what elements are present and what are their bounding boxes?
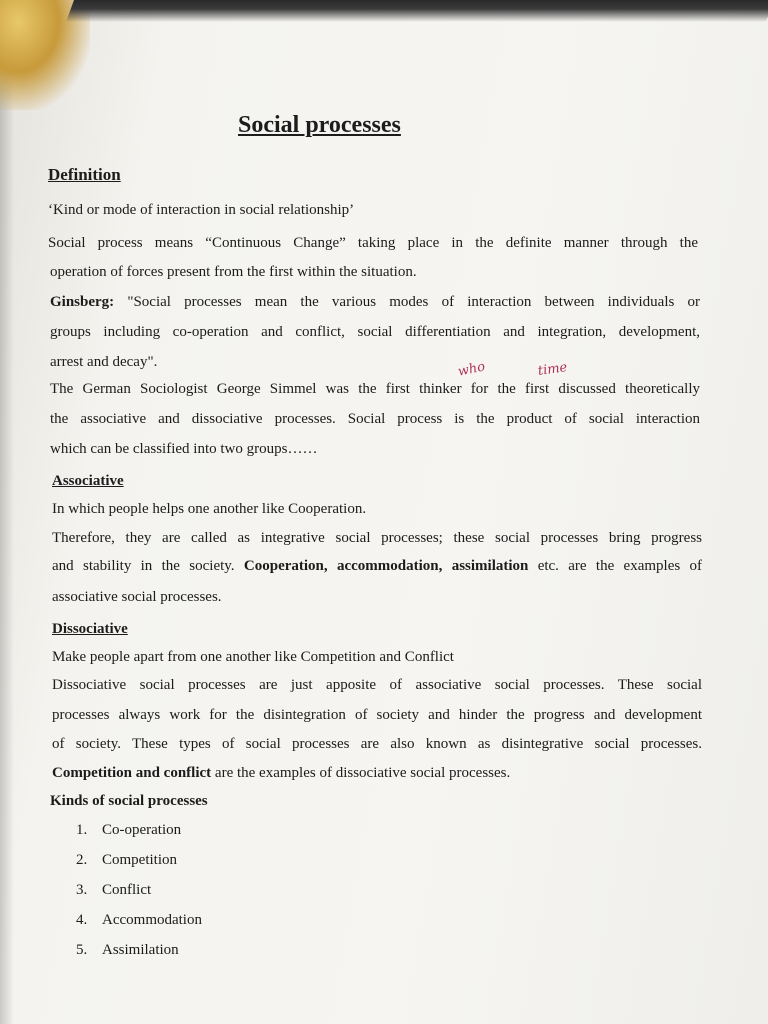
- dissociative-p-line3: of society. These types of social processes are also known as disintegrative social processes.: [52, 736, 702, 752]
- simmel-line2: the associative and dissociative processes. Social process is the product of social interaction: [50, 411, 700, 427]
- associative-p-line1: Therefore, they are called as integrative social processes; these social processes bring progress: [52, 530, 702, 546]
- page-top-edge: [66, 0, 768, 22]
- definition-p1-line1: Social process means “Continuous Change” taking place in the definite manner through the: [48, 235, 698, 251]
- list-item-number: 1.: [76, 822, 88, 838]
- associative-p-line2-a: and stability in the society.: [52, 558, 235, 574]
- dissociative-p-line1: Dissociative social processes are just apposite of associative social processes. These social: [52, 677, 702, 693]
- associative-p-line2: [52, 551, 702, 581]
- associative-examples: Cooperation, accommodation, assimilation: [243, 558, 529, 574]
- associative-heading: Associative: [52, 473, 124, 489]
- list-item-number: 4.: [76, 912, 88, 928]
- page-shadow: [0, 0, 14, 1024]
- page-title: Social processes: [238, 112, 401, 138]
- definition-p1-line2: operation of forces present from the first within the situation.: [50, 264, 417, 280]
- dissociative-examples: Competition and conflict: [52, 765, 212, 781]
- list-item-label: Competition: [102, 852, 177, 868]
- list-item-label: Assimilation: [102, 942, 179, 958]
- list-item: [76, 875, 151, 905]
- dissociative-examples-line: [52, 758, 510, 788]
- ginsberg-line3: arrest and decay".: [50, 354, 158, 370]
- ginsberg-line1: [50, 287, 700, 317]
- list-item-number: 3.: [76, 882, 88, 898]
- list-item: [76, 935, 179, 965]
- dissociative-p-line2: processes always work for the disintegration of society and hinder the progress and development: [52, 707, 702, 723]
- ginsberg-label: Ginsberg:: [50, 294, 115, 310]
- list-item-label: Co-operation: [102, 822, 182, 838]
- ginsberg-text-1: "Social processes mean the various modes of interaction between individuals or: [127, 294, 700, 310]
- handwritten-note-who: who: [456, 359, 487, 380]
- simmel-line1: The German Sociologist George Simmel was the first thinker for the first discussed theoretically: [50, 381, 700, 397]
- list-item-number: 5.: [76, 942, 88, 958]
- list-item: [76, 845, 177, 875]
- dissociative-heading: Dissociative: [52, 621, 128, 637]
- definition-quote: ‘Kind or mode of interaction in social relationship’: [48, 202, 355, 218]
- list-item: [76, 815, 181, 845]
- dissociative-examples-rest: are the examples of dissociative social processes.: [214, 765, 511, 781]
- list-item-label: Conflict: [102, 882, 152, 898]
- associative-line1: In which people helps one another like Cooperation.: [52, 501, 367, 517]
- dissociative-line1: Make people apart from one another like Competition and Conflict: [52, 649, 454, 665]
- list-item-number: 2.: [76, 852, 88, 868]
- definition-heading: Definition: [48, 165, 121, 184]
- ginsberg-line2: groups including co-operation and conflict, social differentiation and integration, development,: [50, 324, 700, 340]
- associative-p-line3: associative social processes.: [52, 589, 222, 605]
- kinds-heading: Kinds of social processes: [50, 793, 208, 809]
- simmel-line3: which can be classified into two groups……: [50, 441, 318, 457]
- associative-p-line2-b: etc. are the examples of: [537, 558, 703, 574]
- handwritten-note-time: time: [537, 360, 569, 379]
- list-item-label: Accommodation: [102, 912, 202, 928]
- list-item: [76, 905, 202, 935]
